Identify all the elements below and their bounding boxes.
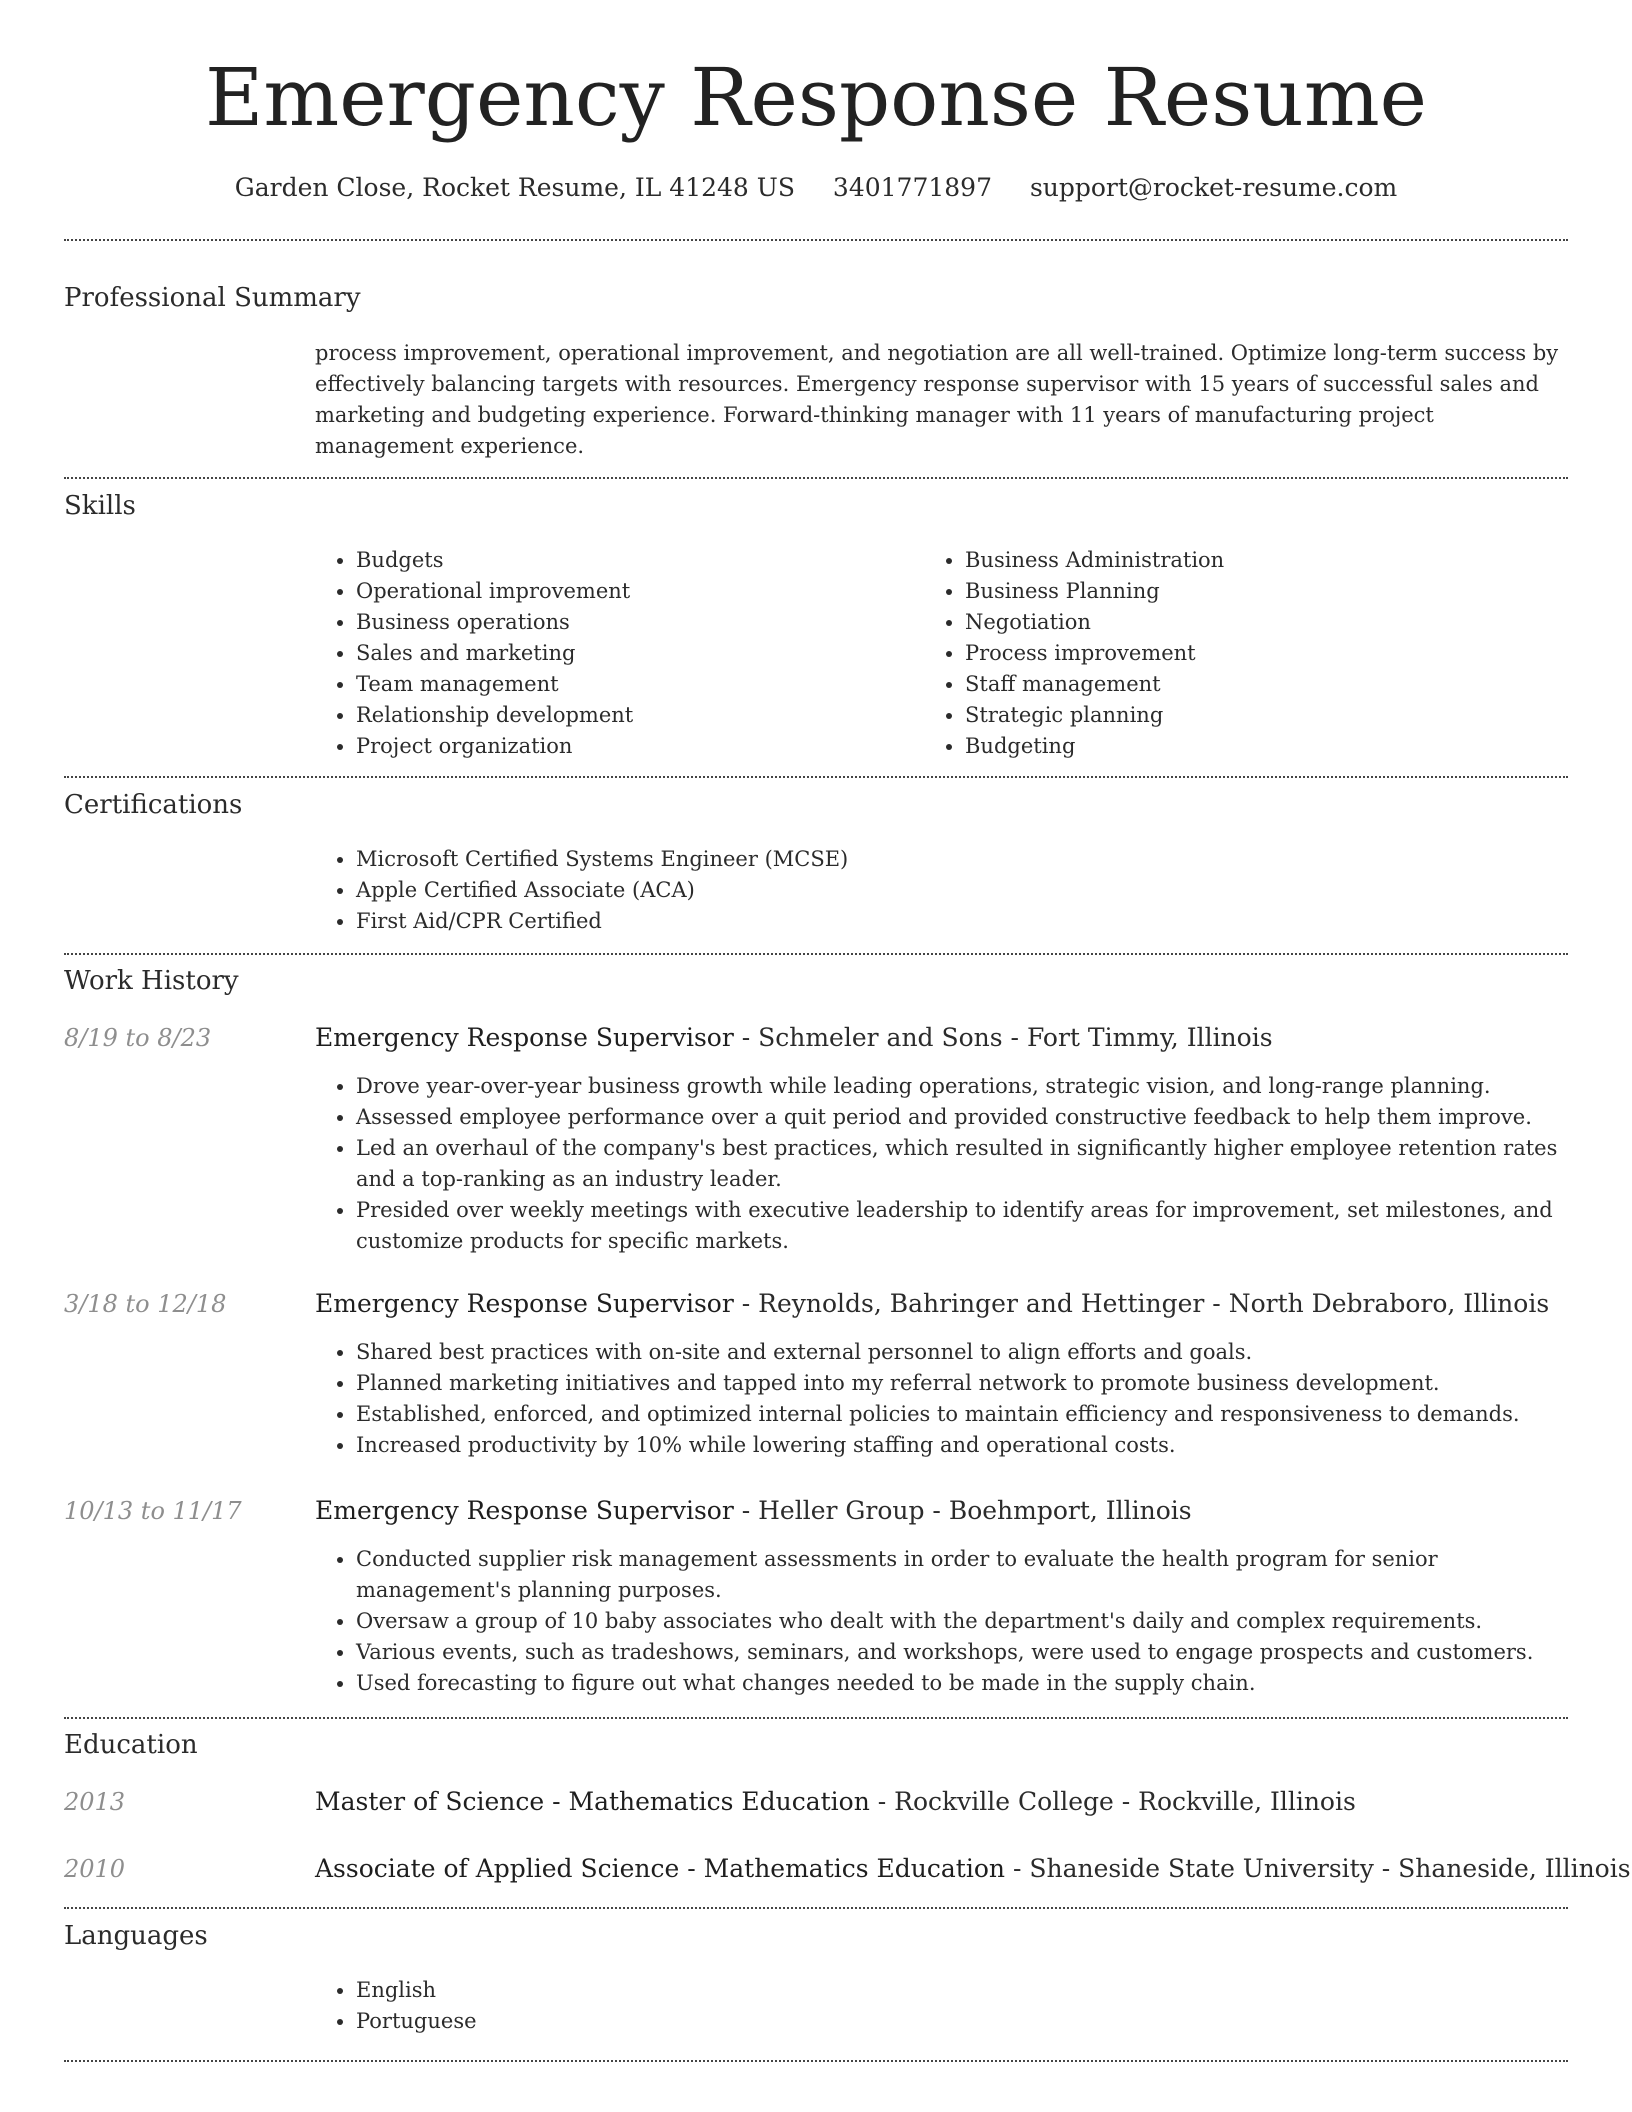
divider (64, 1907, 1568, 1909)
education-entry (315, 1785, 1575, 1819)
job-dates: 3/18 to 12/18 (64, 1290, 227, 1318)
list-item: • Various events, such as tradeshows, seminars, and workshops, were used to engage prospects and customers. (356, 1637, 1586, 1668)
list-item: • Team management (356, 669, 916, 700)
list-item: • Presided over weekly meetings with executive leadership to identify areas for improvement, set milestones, and customize products for specific markets. (356, 1195, 1586, 1257)
section-title-certifications: Certifications (64, 790, 243, 820)
job-dates: 10/13 to 11/17 (64, 1497, 242, 1525)
list-item: • Microsoft Certified Systems Engineer (MCSE) (356, 844, 1556, 875)
list-item: • Established, enforced, and optimized internal policies to maintain efficiency and responsiveness to demands. (356, 1399, 1586, 1430)
divider (64, 239, 1568, 241)
section-title-languages: Languages (64, 1921, 208, 1951)
list-item: • Process improvement (965, 638, 1565, 669)
divider (64, 2060, 1568, 2062)
job-heading (315, 1494, 1575, 1528)
list-item: • Planned marketing initiatives and tapped into my referral network to promote business development. (356, 1368, 1586, 1399)
email: support@rocket-resume.com (1029, 173, 1398, 202)
list-item: • Conducted supplier risk management assessments in order to evaluate the health program for senior management's planning purposes. (356, 1544, 1586, 1606)
job-bullets (312, 1337, 1586, 1461)
section-title-work: Work History (64, 966, 239, 996)
education-entry (315, 1852, 1631, 1886)
job-title: Emergency Response Supervisor (315, 1496, 734, 1525)
job-employer: - Heller Group - Boehmport, Illinois (733, 1496, 1192, 1525)
list-item: • Business Administration (965, 545, 1565, 576)
list-item: • Portuguese (356, 2006, 956, 2037)
education-year: 2010 (64, 1855, 126, 1883)
degree: Master of Science - Mathematics Education (315, 1787, 870, 1816)
list-item: • Led an overhaul of the company's best practices, which resulted in significantly higher employee retention rates and a top-ranking as an industry leader. (356, 1133, 1586, 1195)
job-heading (315, 1021, 1575, 1055)
list-item: • Operational improvement (356, 576, 916, 607)
certifications-list (312, 844, 1556, 937)
skills-list-left (312, 545, 916, 762)
job-heading (315, 1287, 1575, 1321)
list-item: • Project organization (356, 731, 916, 762)
section-title-education: Education (64, 1730, 198, 1760)
job-employer: - Schmeler and Sons - Fort Timmy, Illinois (733, 1023, 1273, 1052)
job-employer: - Reynolds, Bahringer and Hettinger - North Debraboro, Illinois (733, 1289, 1550, 1318)
list-item: • First Aid/CPR Certified (356, 906, 1556, 937)
school: - Rockville College - Rockville, Illinois (869, 1787, 1356, 1816)
list-item: • Used forecasting to figure out what changes needed to be made in the supply chain. (356, 1668, 1586, 1699)
divider (64, 953, 1568, 955)
job-dates: 8/19 to 8/23 (64, 1024, 212, 1052)
list-item: • Staff management (965, 669, 1565, 700)
list-item: • Assessed employee performance over a quit period and provided constructive feedback to help them improve. (356, 1102, 1586, 1133)
phone: 3401771897 (832, 173, 992, 202)
resume-title: Emergency Response Resume (204, 51, 1428, 144)
list-item: • Drove year-over-year business growth while leading operations, strategic vision, and long-range planning. (356, 1071, 1586, 1102)
job-bullets (312, 1071, 1586, 1257)
list-item: • Business Planning (965, 576, 1565, 607)
skills-list-right (921, 545, 1565, 762)
list-item: • Budgeting (965, 731, 1565, 762)
school: - Shaneside State University - Shaneside, Illinois (1005, 1854, 1631, 1883)
list-item: • Apple Certified Associate (ACA) (356, 875, 1556, 906)
languages-list (312, 1975, 956, 2037)
degree: Associate of Applied Science - Mathematics Education (315, 1854, 1005, 1883)
list-item: • Business operations (356, 607, 916, 638)
list-item: • Increased productivity by 10% while lowering staffing and operational costs. (356, 1430, 1586, 1461)
section-title-summary: Professional Summary (64, 283, 361, 313)
contact-line (0, 170, 1632, 206)
section-title-skills: Skills (64, 491, 136, 521)
list-item: • Relationship development (356, 700, 916, 731)
list-item: • Budgets (356, 545, 916, 576)
divider (64, 477, 1568, 479)
job-title: Emergency Response Supervisor (315, 1023, 734, 1052)
divider (64, 1717, 1568, 1719)
list-item: • English (356, 1975, 956, 2006)
education-year: 2013 (64, 1788, 126, 1816)
job-bullets (312, 1544, 1586, 1699)
address: Garden Close, Rocket Resume, IL 41248 US (234, 173, 795, 202)
summary-text: process improvement, operational improvement, and negotiation are all well-trained. Optimize long-term success by effectively balancing targets with resources. Emergency response supervisor with 15 years of successful sales and marketing and budgeting experience. Forward-thinking manager with 11 years of manufacturing project management experience. (315, 341, 1559, 458)
job-title: Emergency Response Supervisor (315, 1289, 734, 1318)
list-item: • Strategic planning (965, 700, 1565, 731)
list-item: • Shared best practices with on-site and external personnel to align efforts and goals. (356, 1337, 1586, 1368)
list-item: • Negotiation (965, 607, 1565, 638)
list-item: • Oversaw a group of 10 baby associates who dealt with the department's daily and complex requirements. (356, 1606, 1586, 1637)
divider (64, 776, 1568, 778)
list-item: • Sales and marketing (356, 638, 916, 669)
